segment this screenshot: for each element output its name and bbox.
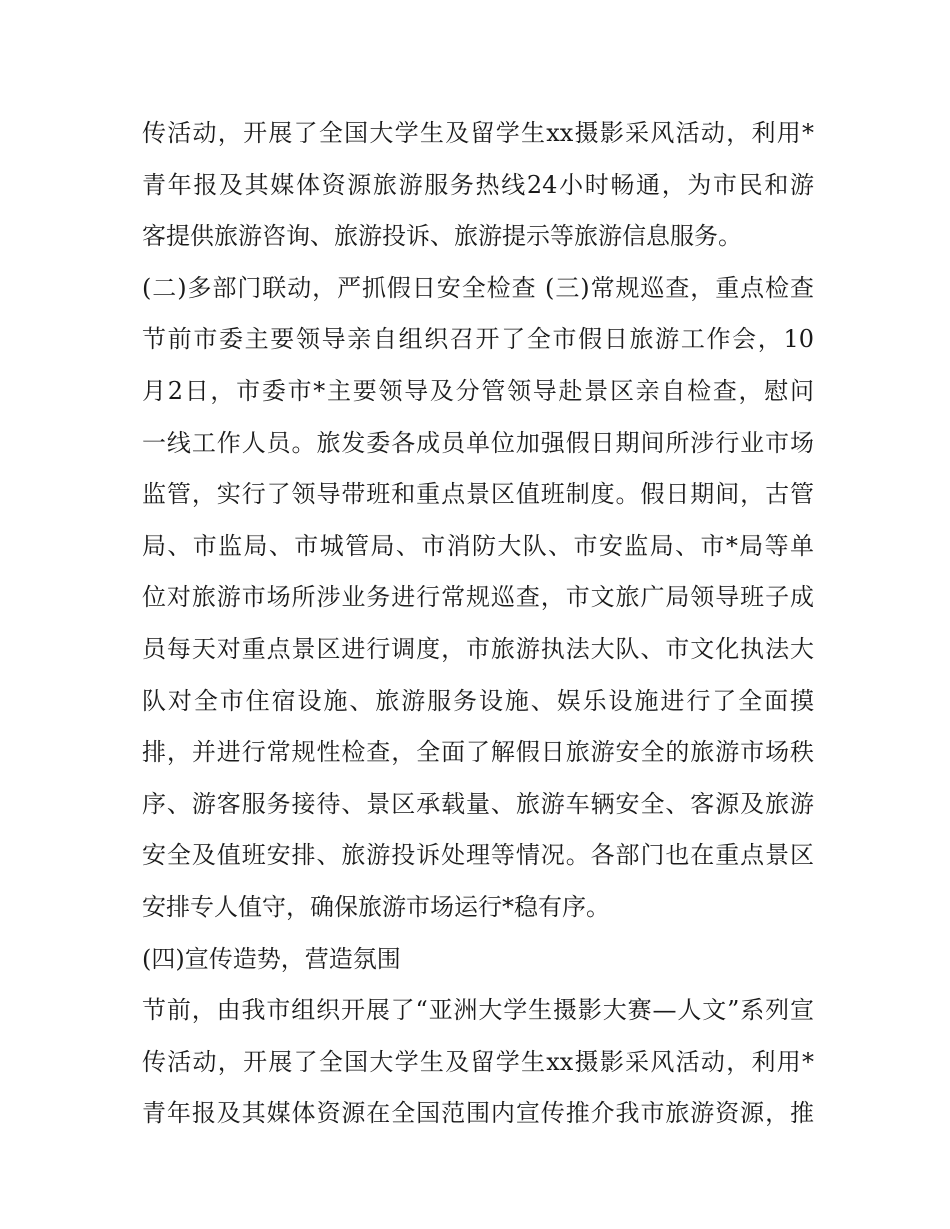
document-body bbox=[142, 108, 814, 1140]
text-line: 员每天对重点景区进行调度，市旅游执法大队、市文化执法大 bbox=[142, 634, 814, 663]
text-line: 传活动，开展了全国大学生及留学生xx摄影采风活动，利用* bbox=[142, 119, 814, 147]
text-line: 序、游客服务接待、景区承载量、旅游车辆安全、客源及旅游 bbox=[142, 789, 814, 818]
text-line: 队对全市住宿设施、旅游服务设施、娱乐设施进行了全面摸 bbox=[142, 686, 814, 715]
text-line: 一线工作人员。旅发委各成员单位加强假日期间所涉行业市场 bbox=[142, 428, 814, 457]
text-line: 传活动，开展了全国大学生及留学生xx摄影采风活动，利用* bbox=[142, 1047, 814, 1076]
text-line: (二)多部门联动，严抓假日安全检查 (三)常规巡查，重点检查 bbox=[142, 273, 814, 302]
text-line: 青年报及其媒体资源旅游服务热线24小时畅通，为市民和游 bbox=[142, 170, 814, 199]
text-line: 节前，由我市组织开展了“亚洲大学生摄影大赛—人文”系列宣 bbox=[142, 996, 814, 1025]
text-line: 位对旅游市场所涉业务进行常规巡查，市文旅广局领导班子成 bbox=[142, 583, 814, 612]
text-line: 客提供旅游咨询、旅游投诉、旅游提示等旅游信息服务。 bbox=[142, 222, 742, 251]
text-line: 安排专人值守，确保旅游市场运行*稳有序。 bbox=[142, 892, 610, 921]
text-line: 安全及值班安排、旅游投诉处理等情况。各部门也在重点景区 bbox=[142, 841, 814, 870]
text-line: 监管，实行了领导带班和重点景区值班制度。假日期间，古管 bbox=[142, 480, 814, 509]
text-line: 月2日，市委市*主要领导及分管领导赴景区亲自检查，慰问 bbox=[142, 376, 814, 405]
text-line: 排，并进行常规性检查，全面了解假日旅游安全的旅游市场秩 bbox=[142, 738, 814, 767]
text-line: 节前市委主要领导亲自组织召开了全市假日旅游工作会，10 bbox=[142, 325, 814, 354]
text-line: 青年报及其媒体资源在全国范围内宣传推介我市旅游资源，推 bbox=[142, 1099, 814, 1128]
text-line: (四)宣传造势，营造氛围 bbox=[142, 944, 401, 973]
text-line: 局、市监局、市城管局、市消防大队、市安监局、市*局等单 bbox=[142, 531, 814, 560]
